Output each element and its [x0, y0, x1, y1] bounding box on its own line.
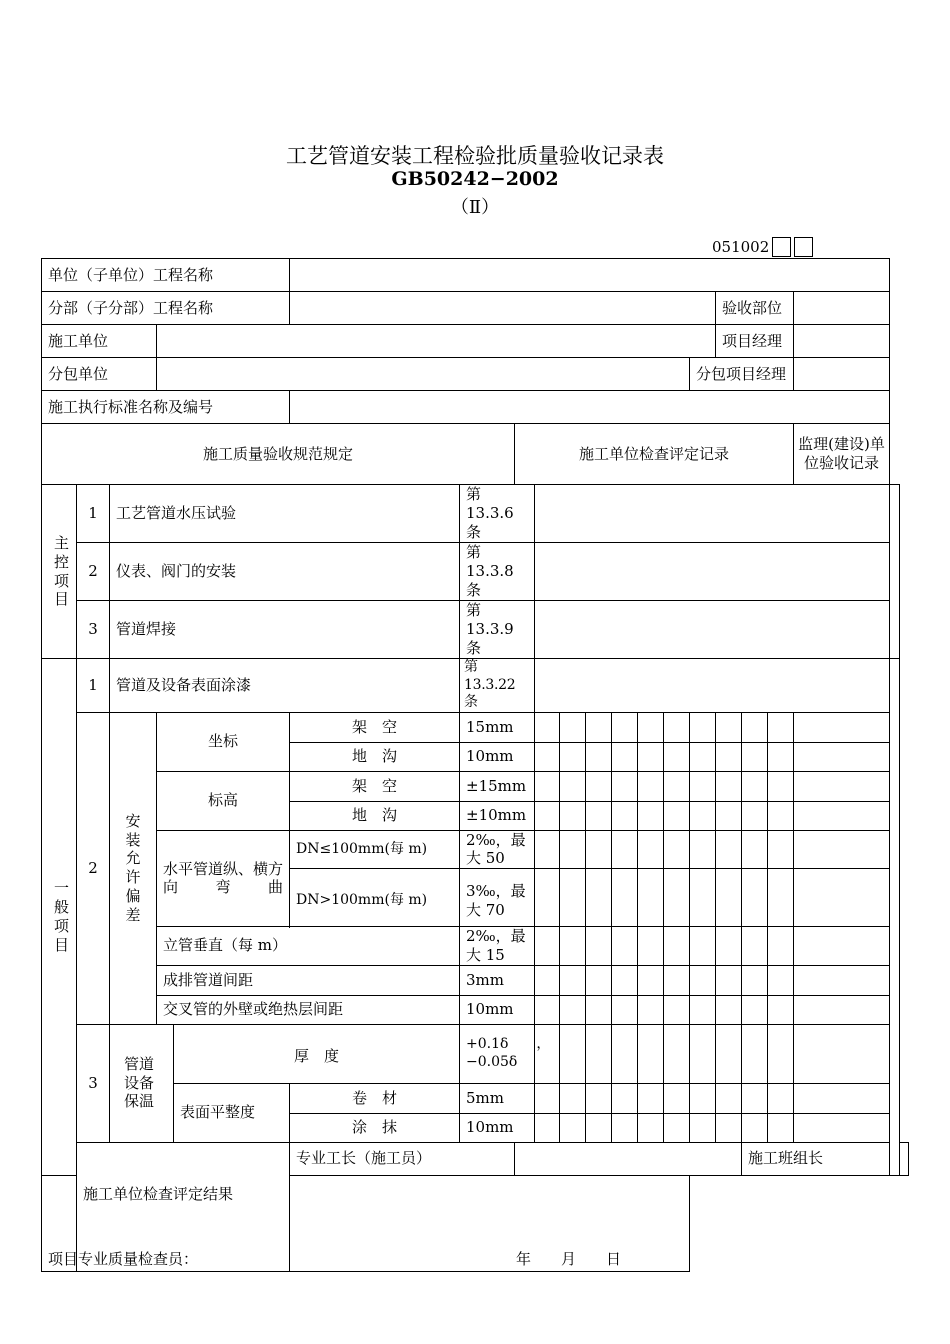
main-item-record[interactable]: [535, 543, 890, 601]
check-cell[interactable]: [742, 869, 768, 927]
check-cell[interactable]: [794, 771, 890, 801]
check-cell[interactable]: [794, 965, 890, 995]
check-cell[interactable]: [638, 869, 664, 927]
check-cell[interactable]: [535, 801, 560, 830]
check-cell[interactable]: [794, 995, 890, 1024]
check-cell[interactable]: [535, 965, 560, 995]
check-cell[interactable]: [612, 995, 638, 1024]
check-cell[interactable]: [560, 712, 586, 742]
check-cell[interactable]: [742, 712, 768, 742]
check-cell[interactable]: [664, 965, 690, 995]
check-cell[interactable]: [664, 712, 690, 742]
check-cell[interactable]: [535, 742, 560, 771]
construction-unit-value[interactable]: [157, 325, 716, 358]
elev-label: 标高: [157, 771, 290, 830]
check-cell[interactable]: [535, 995, 560, 1024]
check-cell[interactable]: [612, 742, 638, 771]
vertical-label: 立管垂直（每 m）: [157, 927, 460, 966]
check-cell[interactable]: [586, 1024, 612, 1083]
check-cell[interactable]: [716, 771, 742, 801]
check-cell[interactable]: [664, 1083, 690, 1113]
check-cell[interactable]: [768, 869, 794, 927]
acceptance-part-value[interactable]: [794, 292, 890, 325]
check-cell[interactable]: [690, 712, 716, 742]
general-items-label: 一般项目: [42, 659, 77, 1176]
check-cell[interactable]: [742, 995, 768, 1024]
code-box-2[interactable]: [794, 237, 813, 257]
check-cell[interactable]: [638, 995, 664, 1024]
flatness-paint-label: 涂 抹: [290, 1113, 460, 1142]
general-item-name: 管道及设备表面涂漆: [110, 659, 460, 713]
check-cell[interactable]: [794, 712, 890, 742]
coord-overhead-value: 15mm: [460, 712, 535, 742]
check-cell[interactable]: [664, 801, 690, 830]
check-cell[interactable]: [716, 869, 742, 927]
check-cell[interactable]: [794, 927, 890, 966]
check-cell[interactable]: [690, 965, 716, 995]
check-cell[interactable]: [560, 869, 586, 927]
cross-value: 10mm: [460, 995, 535, 1024]
check-cell[interactable]: [612, 1083, 638, 1113]
check-cell[interactable]: [535, 1113, 560, 1142]
result-label: 施工单位检查评定结果: [77, 1142, 290, 1271]
main-item-clause: 第 13.3.6条: [460, 485, 535, 543]
unit-project-value[interactable]: [290, 259, 890, 292]
check-cell[interactable]: [794, 742, 890, 771]
check-cell[interactable]: [742, 927, 768, 966]
main-item-name: 管道焊接: [110, 601, 460, 659]
bend-large-label: DN>100mm(每 m): [290, 869, 460, 927]
check-cell[interactable]: [690, 742, 716, 771]
check-cell[interactable]: [794, 801, 890, 830]
col-supervision-header: 监理(建设)单位验收记录: [794, 424, 890, 485]
check-cell[interactable]: [535, 771, 560, 801]
check-cell[interactable]: [794, 1024, 890, 1083]
check-cell[interactable]: [612, 830, 638, 869]
project-manager-label: 项目经理: [716, 325, 794, 358]
check-cell[interactable]: [768, 742, 794, 771]
check-cell[interactable]: [716, 742, 742, 771]
bend-small-label: DN≤100mm(每 m): [290, 830, 460, 869]
check-cell[interactable]: [638, 712, 664, 742]
check-cell[interactable]: [638, 742, 664, 771]
main-item-no: 2: [77, 543, 110, 601]
check-cell[interactable]: [794, 869, 890, 927]
check-cell[interactable]: [664, 1024, 690, 1083]
spacing-label: 成排管道间距: [157, 965, 460, 995]
subcontract-manager-label: 分包项目经理: [690, 358, 794, 391]
check-cell[interactable]: [638, 1083, 664, 1113]
check-cell[interactable]: [768, 712, 794, 742]
check-cell[interactable]: [742, 742, 768, 771]
check-cell[interactable]: [690, 830, 716, 869]
thickness-label: 厚 度: [174, 1024, 460, 1083]
thickness-value: +0.1δ ， −0.05δ: [460, 1024, 535, 1083]
check-cell[interactable]: [742, 965, 768, 995]
check-cell[interactable]: [638, 1113, 664, 1142]
form-code-text: 051002: [712, 238, 770, 256]
check-cell[interactable]: [716, 927, 742, 966]
check-cell[interactable]: [768, 1024, 794, 1083]
insulation-group-label: 管道设备保温: [110, 1024, 174, 1142]
check-cell[interactable]: [690, 1083, 716, 1113]
check-cell[interactable]: [638, 927, 664, 966]
check-cell[interactable]: [768, 771, 794, 801]
check-cell[interactable]: [716, 801, 742, 830]
form-title: 工艺管道安装工程检验批质量验收记录表: [286, 144, 664, 168]
flatness-roll-value: 5mm: [460, 1083, 535, 1113]
check-cell[interactable]: [690, 801, 716, 830]
subcontract-unit-label: 分包单位: [42, 358, 157, 391]
coord-trench-value: 10mm: [460, 742, 535, 771]
check-cell[interactable]: [690, 1024, 716, 1083]
inspector-label: 项目专业质量检查员：: [48, 1249, 199, 1268]
check-cell[interactable]: [535, 1024, 560, 1083]
main-items-label: 主控项目: [42, 485, 77, 659]
check-cell[interactable]: [716, 1024, 742, 1083]
bend-large-value: 3‰，最大 70: [460, 869, 535, 927]
check-cell[interactable]: [690, 771, 716, 801]
unit-project-label: 单位（子单位）工程名称: [42, 259, 290, 292]
deviation-group-label: 安装允许偏差: [110, 712, 157, 1024]
check-cell[interactable]: [586, 742, 612, 771]
check-cell[interactable]: [638, 1024, 664, 1083]
check-cell[interactable]: [664, 742, 690, 771]
date-label: 年 月 日: [515, 1249, 621, 1268]
main-item-name: 仪表、阀门的安装: [110, 543, 460, 601]
general-item-record[interactable]: [535, 659, 890, 713]
flatness-label: 表面平整度: [174, 1083, 290, 1142]
coord-label: 坐标: [157, 712, 290, 771]
check-cell[interactable]: [535, 712, 560, 742]
spacing-value: 3mm: [460, 965, 535, 995]
foreman-value[interactable]: [515, 1142, 742, 1175]
foreman-label: 专业工长（施工员）: [290, 1142, 515, 1175]
check-cell[interactable]: [768, 1113, 794, 1142]
main-item-clause: 第 13.3.8条: [460, 543, 535, 601]
check-cell[interactable]: [690, 1113, 716, 1142]
check-cell[interactable]: [742, 1113, 768, 1142]
elev-trench-value: ±10mm: [460, 801, 535, 830]
check-cell[interactable]: [794, 1113, 890, 1142]
check-cell[interactable]: [586, 801, 612, 830]
check-cell[interactable]: [535, 927, 560, 966]
general-item-no: 3: [77, 1024, 110, 1142]
col-check-header: 施工单位检查评定记录: [515, 424, 794, 485]
check-cell[interactable]: [560, 830, 586, 869]
check-cell[interactable]: [742, 1024, 768, 1083]
team-leader-value[interactable]: [899, 1142, 909, 1175]
coord-trench-label: 地 沟: [290, 742, 460, 771]
check-cell[interactable]: [794, 830, 890, 869]
check-cell[interactable]: [664, 1113, 690, 1142]
form-standard: GB50242−2002: [391, 168, 559, 190]
check-cell[interactable]: [586, 927, 612, 966]
col-spec-header: 施工质量验收规范规定: [42, 424, 515, 485]
check-cell[interactable]: [560, 1083, 586, 1113]
check-cell[interactable]: [560, 801, 586, 830]
team-leader-label: 施工班组长: [742, 1142, 890, 1175]
check-cell[interactable]: [664, 869, 690, 927]
code-box-1[interactable]: [772, 237, 791, 257]
check-cell[interactable]: [638, 830, 664, 869]
check-cell[interactable]: [535, 1083, 560, 1113]
flatness-paint-value: 10mm: [460, 1113, 535, 1142]
check-cell[interactable]: [560, 742, 586, 771]
cross-label: 交叉管的外壁或绝热层间距: [157, 995, 460, 1024]
main-item-name: 工艺管道水压试验: [110, 485, 460, 543]
check-cell[interactable]: [664, 995, 690, 1024]
subcontract-manager-value[interactable]: [794, 358, 890, 391]
check-cell[interactable]: [638, 771, 664, 801]
check-cell[interactable]: [742, 771, 768, 801]
check-cell[interactable]: [664, 830, 690, 869]
check-cell[interactable]: [742, 1083, 768, 1113]
general-item-clause: 第 13.3.22 条: [460, 659, 535, 713]
acceptance-part-label: 验收部位: [716, 292, 794, 325]
flatness-roll-label: 卷 材: [290, 1083, 460, 1113]
bend-small-value: 2‰，最大 50: [460, 830, 535, 869]
check-cell[interactable]: [690, 869, 716, 927]
main-item-record[interactable]: [535, 485, 890, 543]
standard-label: 施工执行标准名称及编号: [42, 391, 290, 424]
coord-overhead-label: 架 空: [290, 712, 460, 742]
check-cell[interactable]: [716, 1113, 742, 1142]
check-cell[interactable]: [586, 830, 612, 869]
bend-label: 水平管道纵、横方向弯曲: [157, 830, 290, 927]
sub-project-label: 分部（子分部）工程名称: [42, 292, 290, 325]
check-cell[interactable]: [638, 801, 664, 830]
check-cell[interactable]: [690, 927, 716, 966]
elev-overhead-label: 架 空: [290, 771, 460, 801]
check-cell[interactable]: [535, 869, 560, 927]
check-cell[interactable]: [768, 801, 794, 830]
general-item-no: 2: [77, 712, 110, 1024]
check-cell[interactable]: [612, 927, 638, 966]
main-item-record[interactable]: [535, 601, 890, 659]
sub-project-value[interactable]: [290, 292, 716, 325]
check-cell[interactable]: [716, 712, 742, 742]
vertical-value: 2‰，最大 15: [460, 927, 535, 966]
main-item-clause: 第 13.3.9条: [460, 601, 535, 659]
check-cell[interactable]: [638, 965, 664, 995]
general-item-no: 1: [77, 659, 110, 713]
project-manager-value[interactable]: [794, 325, 890, 358]
check-cell[interactable]: [690, 995, 716, 1024]
check-cell[interactable]: [768, 1083, 794, 1113]
check-cell[interactable]: [560, 965, 586, 995]
main-item-no: 1: [77, 485, 110, 543]
check-cell[interactable]: [535, 830, 560, 869]
check-cell[interactable]: [586, 869, 612, 927]
check-cell[interactable]: [794, 1083, 890, 1113]
main-items-supervision[interactable]: [890, 485, 900, 659]
check-cell[interactable]: [586, 965, 612, 995]
check-cell[interactable]: [768, 927, 794, 966]
check-cell[interactable]: [768, 995, 794, 1024]
check-cell[interactable]: [768, 830, 794, 869]
check-cell[interactable]: [768, 965, 794, 995]
check-cell[interactable]: [612, 869, 638, 927]
check-cell[interactable]: [612, 1024, 638, 1083]
check-cell[interactable]: [560, 927, 586, 966]
check-cell[interactable]: [586, 712, 612, 742]
check-cell[interactable]: [586, 995, 612, 1024]
elev-overhead-value: ±15mm: [460, 771, 535, 801]
check-cell[interactable]: [586, 1113, 612, 1142]
check-cell[interactable]: [586, 771, 612, 801]
inspection-grid: [41, 258, 909, 1272]
form-part: （Ⅱ）: [450, 197, 500, 218]
check-cell[interactable]: [612, 965, 638, 995]
form-code: [712, 237, 813, 257]
check-cell[interactable]: [612, 771, 638, 801]
check-cell[interactable]: [716, 995, 742, 1024]
check-cell[interactable]: [560, 1113, 586, 1142]
check-cell[interactable]: [716, 830, 742, 869]
check-cell[interactable]: [716, 965, 742, 995]
subcontract-unit-value[interactable]: [157, 358, 690, 391]
check-cell[interactable]: [612, 712, 638, 742]
construction-unit-label: 施工单位: [42, 325, 157, 358]
elev-trench-label: 地 沟: [290, 801, 460, 830]
check-cell[interactable]: [560, 771, 586, 801]
standard-value[interactable]: [290, 391, 890, 424]
check-cell[interactable]: [716, 1083, 742, 1113]
check-cell[interactable]: [560, 995, 586, 1024]
general-items-supervision[interactable]: [890, 659, 900, 1176]
check-cell[interactable]: [664, 771, 690, 801]
check-cell[interactable]: [612, 801, 638, 830]
check-cell[interactable]: [742, 801, 768, 830]
check-cell[interactable]: [664, 927, 690, 966]
main-item-no: 3: [77, 601, 110, 659]
check-cell[interactable]: [612, 1113, 638, 1142]
check-cell[interactable]: [742, 830, 768, 869]
check-cell[interactable]: [560, 1024, 586, 1083]
check-cell[interactable]: [586, 1083, 612, 1113]
